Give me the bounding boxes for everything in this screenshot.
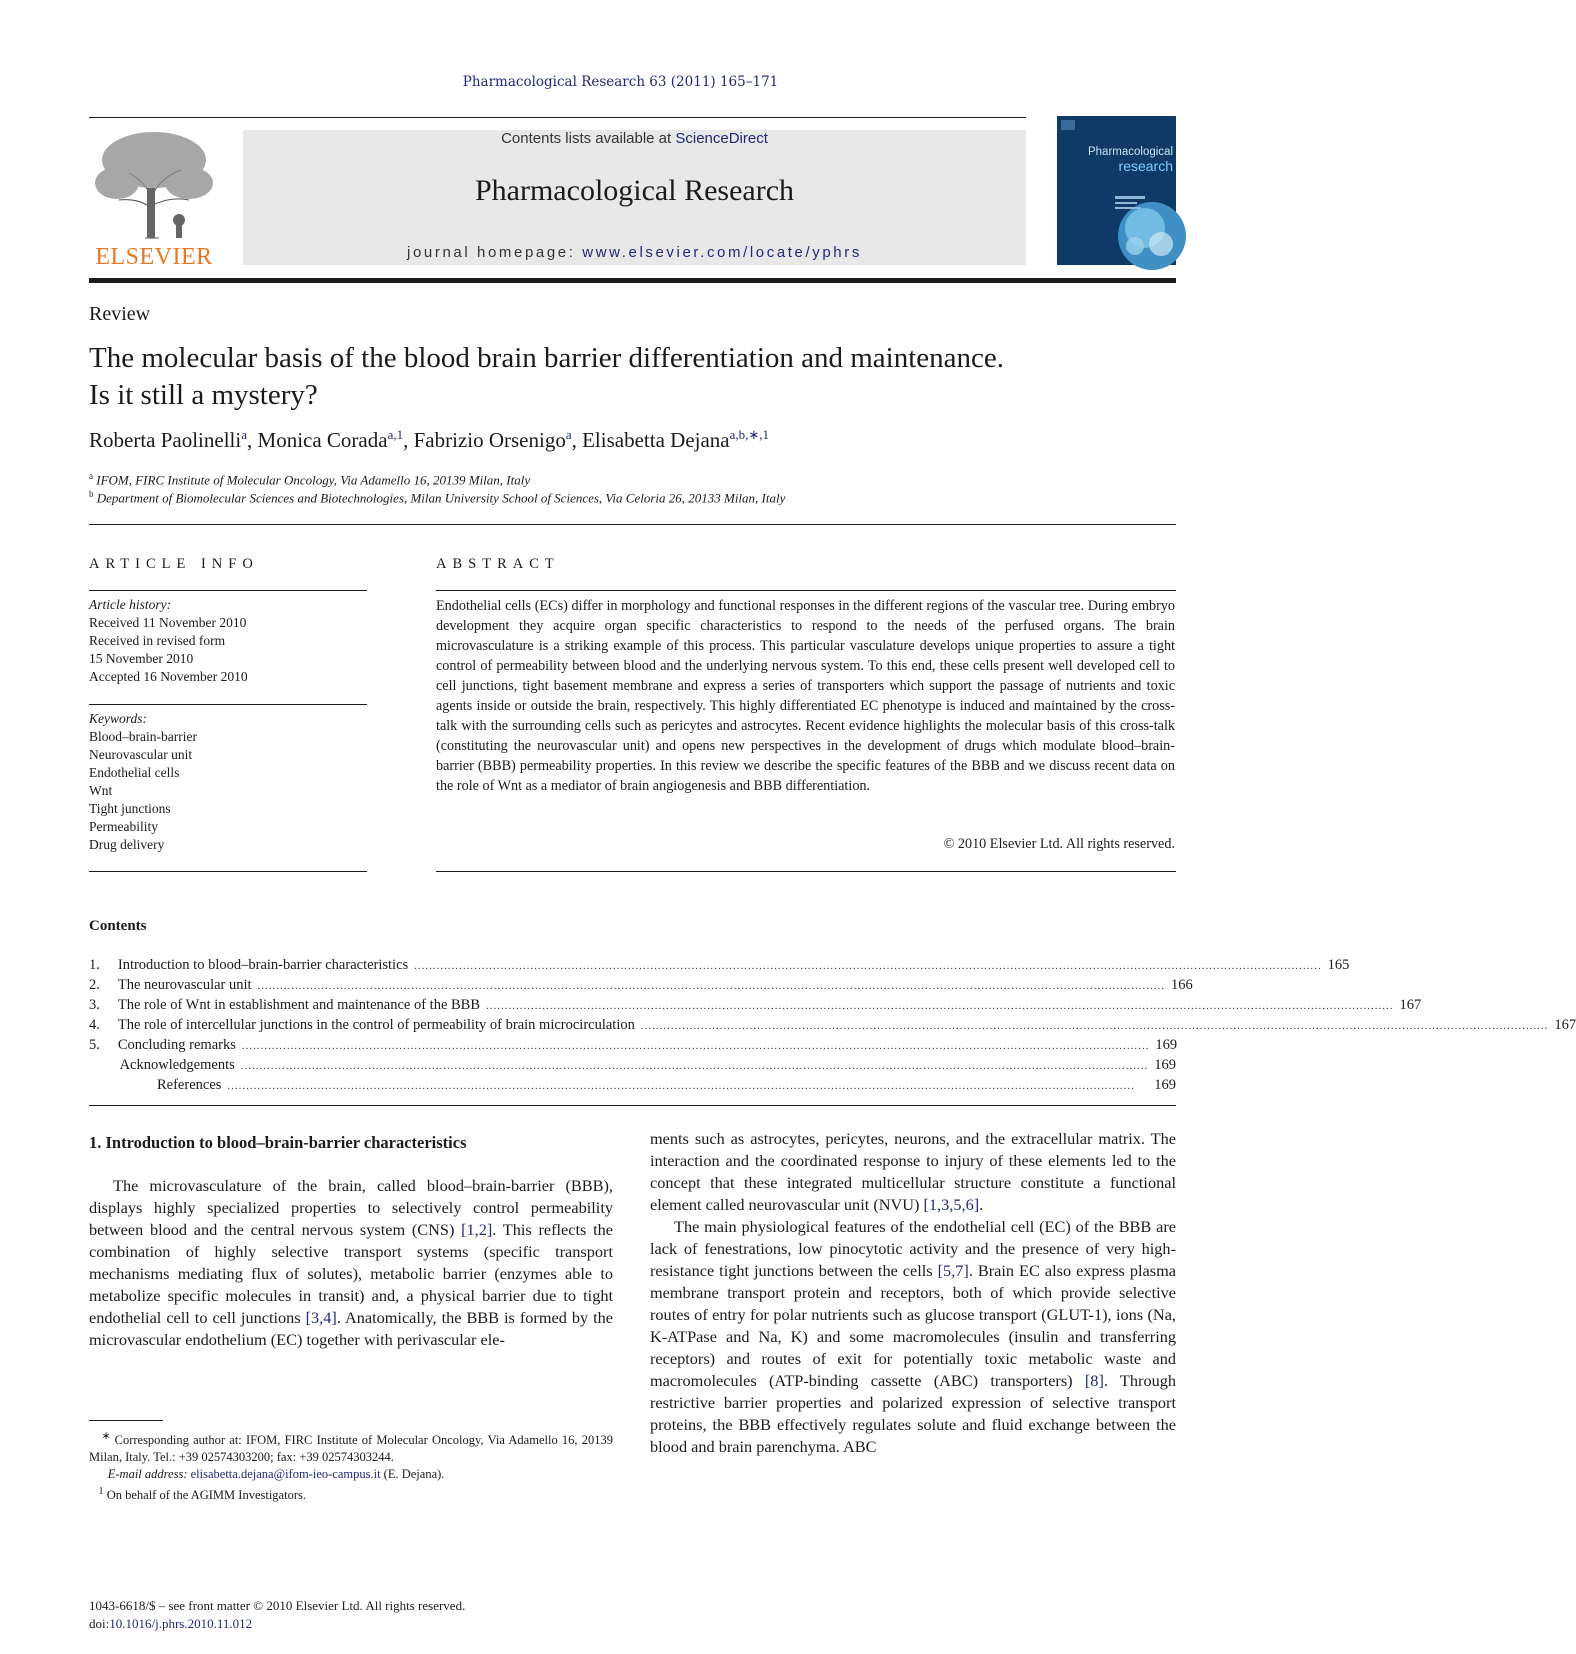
history-item: Accepted 16 November 2010 [89,669,248,684]
footnote-mark: ∗ [101,1431,111,1442]
keyword: Neurovascular unit [89,747,193,762]
journal-cover[interactable] [1057,116,1176,265]
keywords-label: Keywords: [89,711,147,726]
toc-entry[interactable] [89,997,1422,1017]
author-affil-link[interactable]: a,b,∗,1 [729,427,770,442]
footnote-text: Corresponding author at: IFOM, FIRC Institute of Molecular Oncology, Via Adamello 16, 20139 Milan, Italy. Tel.: +39 02574303200; fax: +39 02574303244. [89,1433,614,1465]
tree-logo-icon [89,128,219,240]
affiliation-mark: b [89,489,94,499]
footnote-mark: 1 [98,1486,104,1498]
toc-entry[interactable] [89,1017,1576,1037]
toc-label: The role of intercellular junctions in the control of permeability of brain microcirculation [117,1017,635,1033]
contents-availability [243,130,1026,148]
toc-leader: .................................................................................................................................................................................................................................................. [486,1000,1394,1012]
email-suffix: (E. Dejana). [380,1467,445,1482]
author-name: Roberta Paolinelli [89,428,242,452]
keyword: Blood–brain-barrier [89,729,197,744]
history-label: Article history: [89,597,172,612]
keyword: Tight junctions [89,801,171,816]
text-run: . Through restrictive barrier properties and polarized expression of selective transport proteins, the BBB effectively regulates solute and fluid exchange between the blood and brain parenchyma. ABC [650,1371,1177,1456]
toc-label: Acknowledgements [119,1057,235,1073]
article-info-heading: ARTICLE INFO [89,556,259,572]
affiliation-text: Department of Biomolecular Sciences and Biotechnologies, Milan University School of Sciences, Via Celoria 26, 20133 Milan, Italy [96,490,786,506]
doi-label: doi: [89,1616,110,1631]
article-info-end-rule [89,871,367,872]
journal-header-box [243,130,1026,265]
elsevier-logo[interactable] [89,128,219,270]
email-link[interactable]: elisabetta.dejana@ifom-ieo-campus.it [190,1467,381,1482]
toc-page: 165 [1327,957,1350,973]
cover-title [1065,145,1173,175]
toc-leader: .................................................................................................................................................................................................................................................. [257,980,1166,992]
author-name: Elisabetta Dejana [582,428,730,452]
keyword: Endothelial cells [89,765,180,780]
issn-line: 1043-6618/$ – see front matter © 2010 Elsevier Ltd. All rights reserved. [89,1598,466,1613]
toc-number: 3. [89,997,100,1013]
keyword: Drug delivery [89,837,165,852]
citation-link[interactable]: [1,3,5,6] [923,1195,980,1214]
paragraph [650,1216,1176,1458]
abstract-text: Endothelial cells (ECs) differ in morphology and functional responses in the different regions of the vascular tree. During embryo development they acquire organ specific characteristics to respond to the needs of the perfused organs. The brain microvasculature is a striking example of this process. This particular vasculature develops unique properties to assure a tight control of permeability between blood and the underlying nervous system. To this end, these cells present well developed cell to cell junctions, tight basement membrane and express a series of transporters which support the passage of nutrients and toxic agents inside or outside the brain, respectively. This highly differentiated EC phenotype is induced and maintained by the cross-talk with the surrounding cells such as pericytes and astrocytes. Recent evidence highlights the molecular basis of this cross-talk (constituting the neurovascular unit) and opens new perspectives in the development of drugs which modulate blood–brain-barrier (BBB) permeability properties. In this review we describe the specific features of the BBB and we discuss recent data on the role of Wnt as a mediator of brain angiogenesis and BBB differentiation. [436,598,1175,794]
text-run: ments such as astrocytes, pericytes, neurons, and the extracellular matrix. The interaction and the coordinated response to injury of these elements led to the concept that these integrated multicellular structure constitute a functional element called neurovascular unit (NVU) [650,1129,1176,1214]
author-name: Monica Corada [257,428,388,452]
homepage-link[interactable]: www.elsevier.com/locate/yphrs [582,244,862,261]
toc-label: Introduction to blood–brain-barrier characteristics [117,957,409,973]
right-column-text [650,1128,1176,1458]
keywords [89,710,367,854]
text-run: . This reflects the combination of highly selective transport systems (specific transport mechanisms mediating flux of solutes), metabolic barrier (enzymes able to metabolize specific molecules in transit) and, a physical barrier due to tight endothelial cell to cell junctions [89,1220,613,1327]
toc-number: 4. [89,1017,100,1033]
history-item: 15 November 2010 [89,651,194,666]
citation-link[interactable]: [5,7] [937,1261,969,1280]
citation-link[interactable]: [8] [1084,1371,1104,1390]
doi-line [89,1615,465,1633]
article-type: Review [89,303,151,325]
footnote-rule [89,1420,163,1421]
contents-divider [89,1105,1176,1106]
toc-entry[interactable] [89,1077,1176,1097]
cover-art-icon [1057,116,1176,265]
keywords-rule [89,704,367,705]
toc-number: 2. [89,977,100,993]
keyword: Wnt [89,783,113,798]
toc-entry[interactable] [89,957,1350,977]
journal-homepage [243,244,1026,261]
affiliation-mark: a [89,471,93,481]
article-title [89,340,1179,414]
contents-prefix: Contents lists available at [501,130,676,147]
paragraph [89,1175,613,1351]
toc-leader: .................................................................................................................................................................................................................................................. [414,960,1322,972]
text-run: . Anatomically, the BBB is formed by the microvascular endothelium (EC) together with perivascular ele- [89,1308,614,1349]
text-run: The main physiological features of the endothelial cell (EC) of the BBB are lack of fenestrations, low pinocytotic activity and the presence of very high-resistance tight junctions between the cells [650,1217,1176,1280]
journal-title: Pharmacological Research [474,174,795,207]
text-run: . Brain EC also express plasma membrane transport protein and receptors, both of which provide selective routes of entry for polar nutrients such as glucose transport (GLUT-1), ions (Na, K-ATPase and Na, K) and some macromolecules (insulin and transferring receptors) and routes of exit for potentially toxic metabolic waste and macromolecules (ATP-binding cassette (ABC) transporters) [650,1261,1177,1390]
left-column-text [89,1175,613,1351]
homepage-prefix: journal homepage: [407,244,583,261]
table-of-contents [89,957,1576,1097]
toc-label: References [157,1077,222,1093]
author-affil-link[interactable]: a,1 [387,427,404,442]
affiliation-text: IFOM, FIRC Institute of Molecular Oncology, Via Adamello 16, 20139 Milan, Italy [96,472,531,488]
cover-title-line2: research [1118,158,1173,174]
toc-label: Concluding remarks [117,1037,236,1053]
citation-link[interactable]: [3,4] [305,1308,337,1327]
abstract-copyright: © 2010 Elsevier Ltd. All rights reserved. [943,836,1175,852]
keyword: Permeability [89,819,158,834]
page-footer [89,1597,465,1633]
toc-entry[interactable] [89,1057,1176,1077]
cover-title-line1: Pharmacological [1087,146,1173,158]
contents-heading: Contents [89,918,147,934]
abstract-heading: ABSTRACT [436,556,560,572]
toc-number: 5. [89,1037,100,1053]
toc-label: The role of Wnt in establishment and maintenance of the BBB [117,997,481,1013]
header-divider [89,524,1176,525]
text-run: . [979,1195,984,1214]
toc-number: 1. [89,957,100,973]
affiliation-b [89,489,785,506]
author-affil-link[interactable]: a [241,427,248,442]
toc-leader: .................................................................................................................................................................................................................................................. [240,1060,1149,1072]
toc-leader: .................................................................................................................................................................................................................................................. [241,1040,1150,1052]
toc-page: 169 [1155,1037,1178,1053]
text-run: The microvasculature of the brain, called blood–brain-barrier (BBB), displays highly specialized properties to selectively control permeability between blood and the central nervous system (CNS) [89,1176,613,1239]
author-name: Fabrizio Orsenigo [413,428,566,452]
section-1-heading: 1. Introduction to blood–brain-barrier characteristics [89,1133,467,1152]
toc-page: 167 [1554,1017,1576,1033]
history-item: Received in revised form [89,633,226,648]
article-history [89,596,367,686]
title-line-2: Is it still a mystery? [89,379,318,411]
elsevier-wordmark: ELSEVIER [95,244,213,270]
abstract-end-rule [436,871,1176,872]
masthead-top-rule [89,117,1026,118]
footnote-text: On behalf of the AGIMM Investigators. [106,1488,306,1503]
paragraph [650,1128,1176,1216]
toc-page: 169 [1154,1077,1176,1093]
sciencedirect-link[interactable]: ScienceDirect [675,130,768,147]
abstract-rule [436,590,1176,591]
toc-page: 169 [1154,1057,1176,1073]
affiliation-a [89,471,530,488]
toc-label: The neurovascular unit [117,977,252,993]
toc-leader: .................................................................................................................................................................................................................................................. [227,1080,1135,1092]
masthead-bottom-rule [89,278,1176,283]
toc-entry[interactable] [89,977,1193,997]
history-item: Received 11 November 2010 [89,615,247,630]
toc-leader: .................................................................................................................................................................................................................................................. [640,1020,1549,1032]
running-head: Pharmacological Research 63 (2011) 165–171 [462,74,779,90]
doi-link[interactable]: 10.1016/j.phrs.2010.11.012 [109,1616,253,1631]
title-line-1: The molecular basis of the blood brain barrier differentiation and maintenance. [89,342,1005,374]
toc-page: 167 [1399,997,1422,1013]
author-affil-link[interactable]: a [565,427,572,442]
article-info-rule [89,590,367,591]
toc-page: 166 [1171,977,1193,993]
email-label: E-mail address: [107,1467,191,1482]
footnote-corresponding [89,1428,613,1504]
citation-link[interactable]: [1,2] [461,1220,493,1239]
toc-entry[interactable] [89,1037,1176,1057]
author-list: Roberta Paolinelli$^a$, Monica Corada$^{a,1}$, Fabrizio Orsenigo$^a$, Elisabetta Dejana$^{a,b,∗,1}$ [89,427,770,452]
